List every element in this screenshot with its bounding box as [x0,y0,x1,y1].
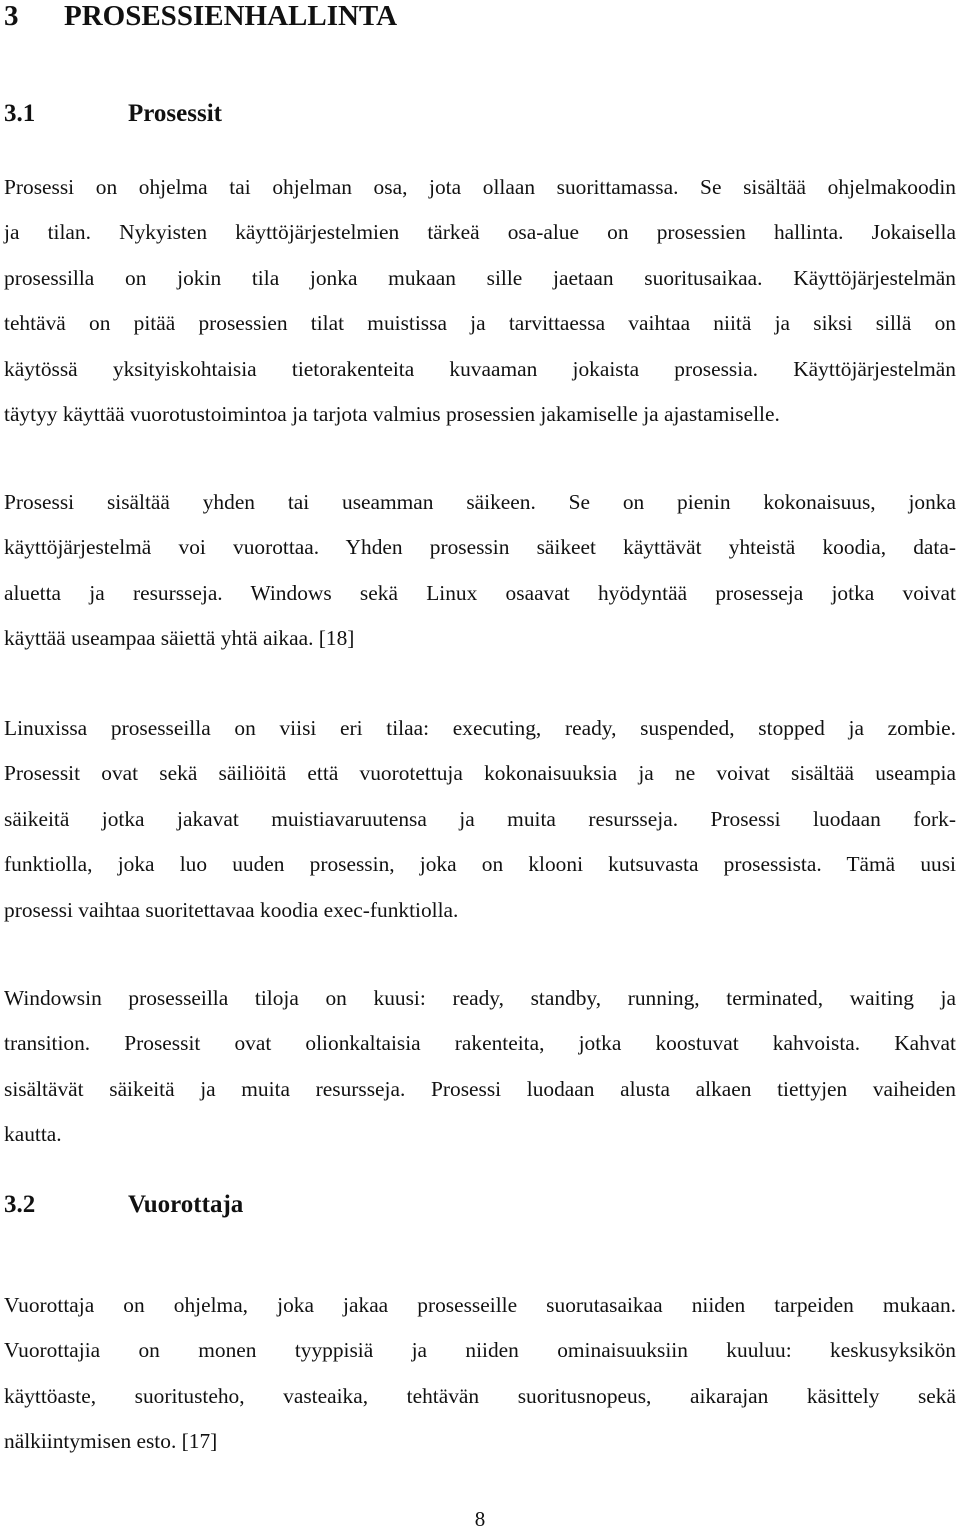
paragraph-line: käyttöjärjestelmä voi vuorottaa. Yhden prosessin säikeet käyttävät yhteistä koodia, data- [4,535,956,560]
paragraph-line: funktiolla, joka luo uuden prosessin, joka on klooni kutsuvasta prosessista. Tämä uusi [4,852,956,877]
page-number: 8 [474,1507,486,1531]
section-title: Vuorottaja [128,1191,244,1218]
paragraph-line: Vuorottaja on ohjelma, joka jakaa prosesseille suorutasaikaa niiden tarpeiden mukaan. [4,1293,956,1317]
section-heading-prosessit [4,97,222,131]
paragraph-line: käyttöaste, suoritusteho, vasteaika, tehtävän suoritusnopeus, aikarajan käsittely sekä [4,1383,956,1408]
section-number: 3.1 [4,100,36,127]
paragraph-line: nälkiintymisen esto. [17] [4,1429,218,1454]
paragraph-5 [4,1283,956,1465]
paragraph-line: käytössä yksityiskohtaisia tietorakenteita kuvaaman jokaista prosessia. Käyttöjärjestelmän [4,356,956,381]
paragraph-2 [4,480,956,662]
chapter-heading [4,0,397,36]
chapter-number: 3 [4,0,19,32]
paragraph-3 [4,706,956,933]
paragraph-line: Prosessit ovat sekä säiliöitä että vuorotettuja kokonaisuuksia ja ne voivat sisältää useampia [4,761,956,786]
section-heading-vuorottaja [4,1188,243,1222]
paragraph-line: Vuorottajia on monen tyyppisiä ja niiden ominaisuuksiin kuuluu: keskusyksikön [4,1338,956,1363]
paragraph-line: Prosessi sisältää yhden tai useamman säikeen. Se on pienin kokonaisuus, jonka [4,490,956,514]
paragraph-line: prosessilla on jokin tila jonka mukaan sille jaetaan suoritusaikaa. Käyttöjärjestelmän [4,265,956,290]
paragraph-line: Windowsin prosesseilla tiloja on kuusi: ready, standby, running, terminated, waiting ja [4,986,956,1010]
chapter-title: PROSESSIENHALLINTA [64,0,398,32]
section-number: 3.2 [4,1191,36,1218]
paragraph-line: täytyy käyttää vuorotustoimintoa ja tarjota valmius prosessien jakamiselle ja ajastamiselle. [4,401,780,426]
paragraph-line: sisältävät säikeitä ja muita resursseja. Prosessi luodaan alusta alkaen tiettyjen vaiheiden [4,1076,956,1101]
paragraph-line: transition. Prosessit ovat olionkaltaisia rakenteita, jotka koostuvat kahvoista. Kahvat [4,1031,956,1056]
paragraph-line: säikeitä jotka jakavat muistiavaruutensa ja muita resursseja. Prosessi luodaan fork- [4,806,956,831]
paragraph-line: tehtävä on pitää prosessien tilat muistissa ja tarvittaessa vaihtaa niitä ja siksi sillä on [4,311,956,336]
paragraph-line: ja tilan. Nykyisten käyttöjärjestelmien tärkeä osa-alue on prosessien hallinta. Jokaisella [4,220,956,245]
paragraph-line: Prosessi on ohjelma tai ohjelman osa, jota ollaan suorittamassa. Se sisältää ohjelmakoodin [4,175,956,199]
paragraph-line: aluetta ja resursseja. Windows sekä Linux osaavat hyödyntää prosesseja jotka voivat [4,580,956,605]
section-title: Prosessit [128,100,222,127]
paragraph-line: kautta. [4,1122,62,1147]
paragraph-4 [4,976,956,1158]
paragraph-line: Linuxissa prosesseilla on viisi eri tilaa: executing, ready, suspended, stopped ja zombie. [4,716,956,740]
paragraph-1 [4,165,956,437]
paragraph-line: käyttää useampaa säiettä yhtä aikaa. [18] [4,626,355,651]
paragraph-line: prosessi vaihtaa suoritettavaa koodia exec-funktiolla. [4,897,459,922]
